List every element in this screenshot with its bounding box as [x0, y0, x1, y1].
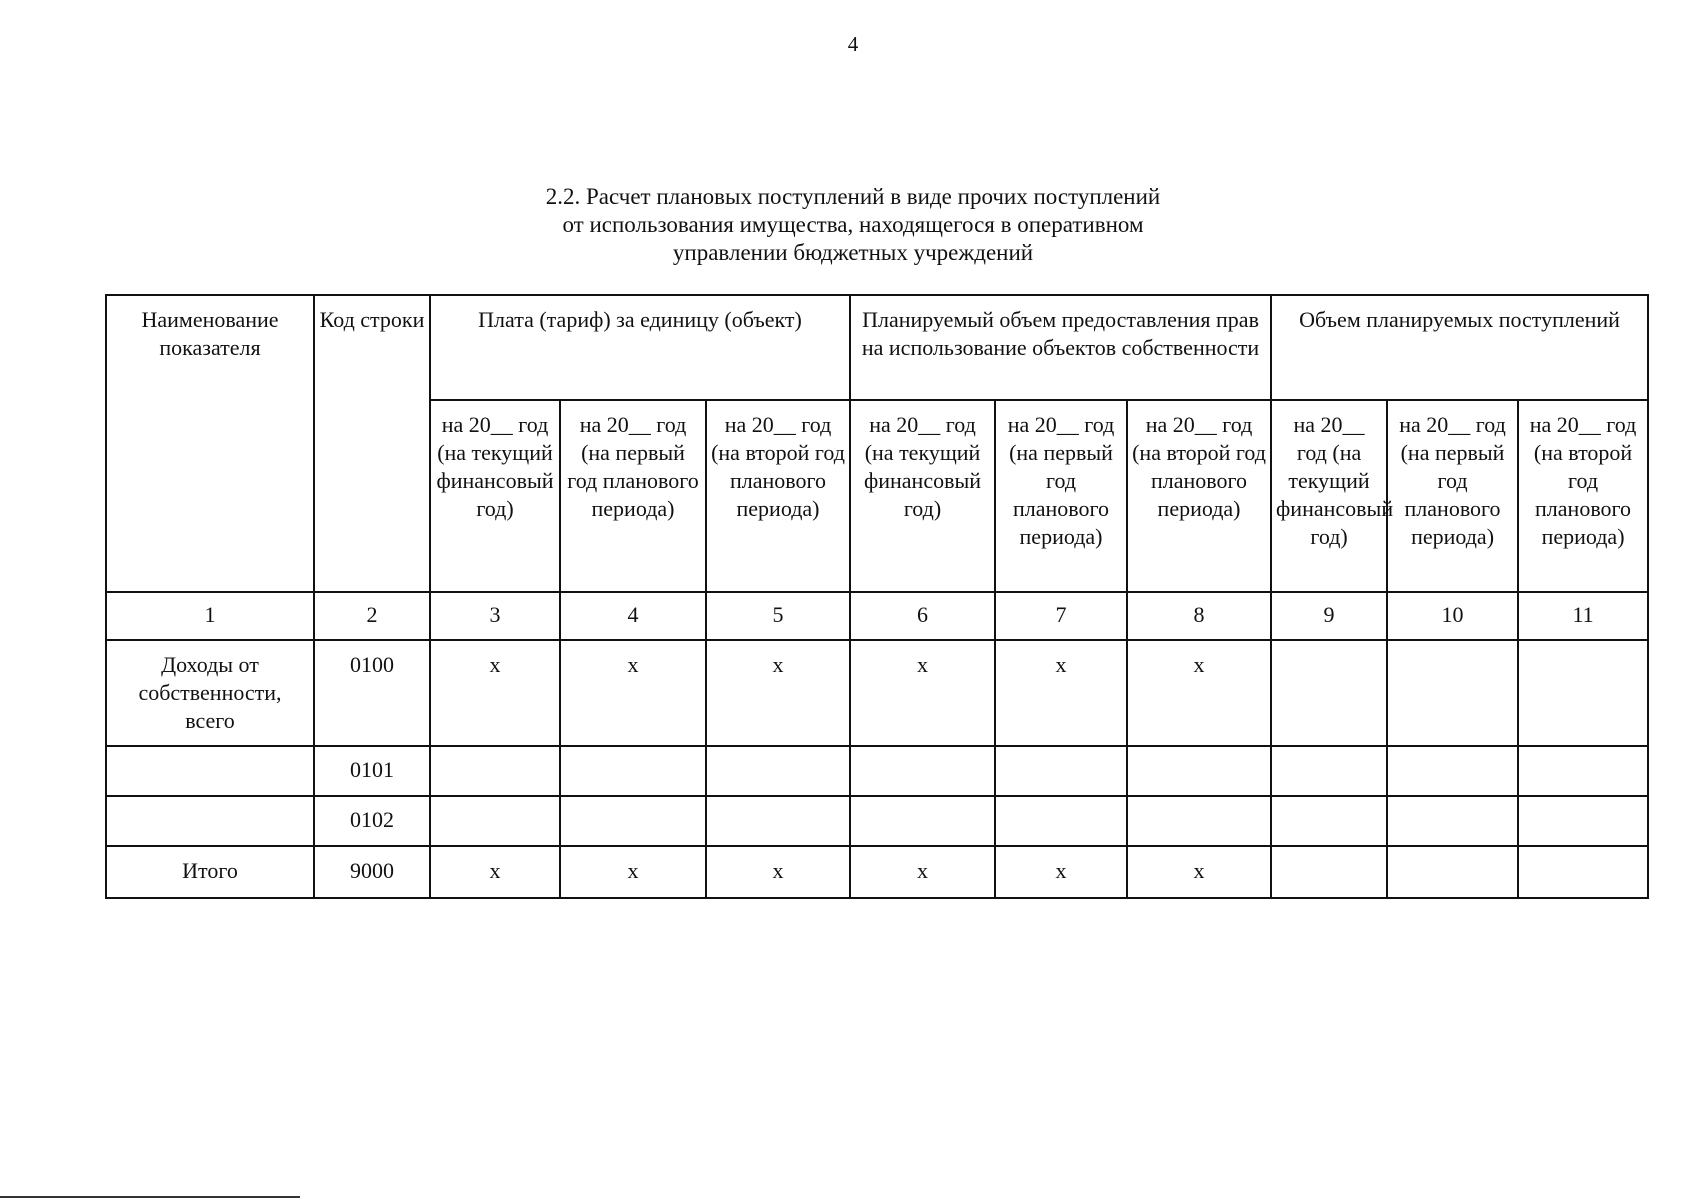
data-cell — [1271, 640, 1387, 746]
column-number: 11 — [1518, 592, 1648, 640]
title-line-1: 2.2. Расчет плановых поступлений в виде прочих поступлений — [545, 184, 1161, 209]
data-cell — [430, 746, 560, 796]
data-cell — [1518, 746, 1648, 796]
column-number: 1 — [106, 592, 314, 640]
row-code-cell: 9000 — [314, 846, 430, 898]
revenue-calculation-table — [105, 294, 1649, 899]
data-cell — [1387, 640, 1518, 746]
column-number: 7 — [995, 592, 1127, 640]
header-sub-cell: на 20__ год (на первый год планового периода) — [995, 400, 1127, 592]
table-row — [106, 640, 1648, 746]
header-group-revenue: Объем планируемых поступлений — [1271, 295, 1648, 400]
data-cell: x — [430, 846, 560, 898]
data-cell — [995, 746, 1127, 796]
row-name-cell — [106, 796, 314, 846]
row-name-cell: Доходы от собственности, всего — [106, 640, 314, 746]
title-line-2: от использования имущества, находящегося в оперативном — [562, 212, 1144, 237]
title-line-3: управлении бюджетных учреждений — [672, 240, 1034, 265]
header-group-volume: Планируемый объем предоставления прав на использование объектов собственности — [850, 295, 1271, 400]
row-code-cell: 0100 — [314, 640, 430, 746]
data-cell — [1518, 846, 1648, 898]
footnote-divider — [0, 1196, 300, 1198]
data-cell: x — [706, 846, 850, 898]
header-sub-cell: на 20__ год (на второй год планового периода) — [706, 400, 850, 592]
table-row-total — [106, 846, 1648, 898]
data-cell — [560, 746, 706, 796]
column-number: 10 — [1387, 592, 1518, 640]
table-row — [106, 796, 1648, 846]
data-cell — [430, 796, 560, 846]
data-cell — [560, 796, 706, 846]
data-cell — [850, 746, 995, 796]
data-cell — [1387, 846, 1518, 898]
data-cell — [706, 796, 850, 846]
data-cell — [1271, 796, 1387, 846]
column-numbers-row — [106, 592, 1648, 640]
data-cell — [1127, 796, 1271, 846]
row-code-cell: 0102 — [314, 796, 430, 846]
header-name-cell: Наименование показателя — [106, 295, 314, 592]
header-sub-cell: на 20__ год (на первый год планового периода) — [1387, 400, 1518, 592]
header-sub-cell: на 20__ год (на текущий финансовый год) — [430, 400, 560, 592]
data-cell — [1518, 640, 1648, 746]
data-cell: x — [430, 640, 560, 746]
header-code-cell: Код строки — [314, 295, 430, 592]
data-cell — [1387, 796, 1518, 846]
data-cell — [1271, 846, 1387, 898]
data-cell — [1387, 746, 1518, 796]
column-number: 8 — [1127, 592, 1271, 640]
data-cell: x — [995, 846, 1127, 898]
header-sub-cell: на 20__ год (на текущий финансовый год) — [850, 400, 995, 592]
column-number: 4 — [560, 592, 706, 640]
data-cell — [995, 796, 1127, 846]
column-number: 5 — [706, 592, 850, 640]
header-sub-cell: на 20__ год (на первый год планового периода) — [560, 400, 706, 592]
data-cell: x — [1127, 846, 1271, 898]
header-sub-cell: на 20__ год (на второй год планового периода) — [1127, 400, 1271, 592]
data-cell: x — [995, 640, 1127, 746]
data-cell: x — [560, 846, 706, 898]
header-sub-cell: на 20__ год (на второй год планового периода) — [1518, 400, 1648, 592]
data-cell — [1271, 746, 1387, 796]
data-cell: x — [850, 640, 995, 746]
data-cell — [850, 796, 995, 846]
header-group-tariff: Плата (тариф) за единицу (объект) — [430, 295, 850, 400]
row-name-cell — [106, 746, 314, 796]
page-number: 4 — [847, 32, 859, 56]
column-number: 9 — [1271, 592, 1387, 640]
data-cell: x — [1127, 640, 1271, 746]
header-sub-cell: на 20__ год (на текущий финансовый год) — [1271, 400, 1387, 592]
table-row — [106, 746, 1648, 796]
data-cell: x — [850, 846, 995, 898]
section-title — [0, 183, 1706, 267]
column-number: 2 — [314, 592, 430, 640]
column-number: 3 — [430, 592, 560, 640]
data-cell — [706, 746, 850, 796]
header-row-top — [106, 295, 1648, 400]
data-cell — [1127, 746, 1271, 796]
data-cell: x — [560, 640, 706, 746]
row-code-cell: 0101 — [314, 746, 430, 796]
column-number: 6 — [850, 592, 995, 640]
data-cell — [1518, 796, 1648, 846]
data-cell: x — [706, 640, 850, 746]
row-name-cell: Итого — [106, 846, 314, 898]
